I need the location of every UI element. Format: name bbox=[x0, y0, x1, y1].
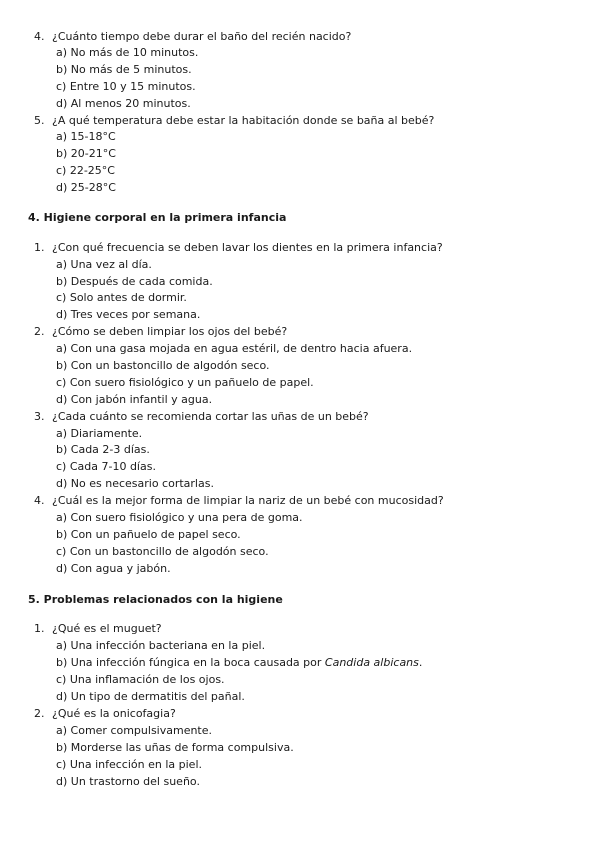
option-a: a) Con suero fisiológico y una pera de goma. bbox=[56, 511, 303, 524]
question-4-1 bbox=[34, 241, 443, 255]
option-c: c) Entre 10 y 15 minutos. bbox=[56, 80, 196, 93]
question-4-3 bbox=[34, 410, 369, 424]
option-c: c) Una infección en la piel. bbox=[56, 758, 203, 771]
question-text: ¿A qué temperatura debe estar la habitación donde se baña al bebé? bbox=[52, 114, 435, 127]
question-4-4 bbox=[34, 494, 444, 508]
option-d: d) 25-28°C bbox=[56, 181, 116, 194]
question-number: 4. bbox=[34, 494, 45, 507]
question-text: ¿Cuál es la mejor forma de limpiar la nariz de un bebé con mucosidad? bbox=[52, 494, 444, 507]
option-c: c) Solo antes de dormir. bbox=[56, 291, 187, 304]
question-3-4 bbox=[34, 30, 351, 44]
question-number: 5. bbox=[34, 114, 45, 127]
section-5-heading: 5. Problemas relacionados con la higiene bbox=[28, 593, 283, 606]
option-b: b) Con un pañuelo de papel seco. bbox=[56, 528, 241, 541]
option-d: d) Al menos 20 minutos. bbox=[56, 97, 191, 110]
question-number: 2. bbox=[34, 707, 45, 720]
option-c: c) Con suero fisiológico y un pañuelo de papel. bbox=[56, 376, 314, 389]
question-number: 2. bbox=[34, 325, 45, 338]
option-b: b) No más de 5 minutos. bbox=[56, 63, 192, 76]
option-b: b) Cada 2-3 días. bbox=[56, 443, 150, 456]
question-number: 3. bbox=[34, 410, 45, 423]
question-5-2 bbox=[34, 707, 176, 721]
option-b bbox=[56, 656, 422, 670]
option-d: d) No es necesario cortarlas. bbox=[56, 477, 214, 490]
option-b-italic: Candida albicans bbox=[324, 656, 419, 669]
option-b: b) Morderse las uñas de forma compulsiva. bbox=[56, 741, 294, 754]
option-b-end: . bbox=[418, 656, 423, 669]
option-d: d) Tres veces por semana. bbox=[56, 308, 201, 321]
question-text: ¿Cada cuánto se recomienda cortar las uñas de un bebé? bbox=[52, 410, 369, 423]
question-3-5 bbox=[34, 114, 434, 128]
option-b: b) 20-21°C bbox=[56, 147, 116, 160]
option-c: c) Con un bastoncillo de algodón seco. bbox=[56, 545, 269, 558]
option-b: b) Después de cada comida. bbox=[56, 275, 213, 288]
question-text: ¿Qué es el muguet? bbox=[52, 622, 162, 635]
option-a: a) Diariamente. bbox=[56, 427, 143, 440]
option-a: a) Una vez al día. bbox=[56, 258, 152, 271]
option-a: a) Con una gasa mojada en agua estéril, de dentro hacia afuera. bbox=[56, 342, 413, 355]
option-d: d) Un trastorno del sueño. bbox=[56, 775, 200, 788]
question-text: ¿Qué es la onicofagia? bbox=[52, 707, 176, 720]
question-text: ¿Cómo se deben limpiar los ojos del bebé? bbox=[52, 325, 288, 338]
option-c: c) Cada 7-10 días. bbox=[56, 460, 156, 473]
option-a: a) Comer compulsivamente. bbox=[56, 724, 213, 737]
question-number: 1. bbox=[34, 241, 45, 254]
option-a: a) 15-18°C bbox=[56, 130, 116, 143]
question-number: 1. bbox=[34, 622, 45, 635]
option-c: c) Una inflamación de los ojos. bbox=[56, 673, 225, 686]
option-d: d) Con jabón infantil y agua. bbox=[56, 393, 213, 406]
option-a: a) No más de 10 minutos. bbox=[56, 46, 199, 59]
option-b-text: b) Una infección fúngica en la boca causada por bbox=[56, 656, 322, 669]
question-text: ¿Con qué frecuencia se deben lavar los dientes en la primera infancia? bbox=[52, 241, 443, 254]
option-d: d) Un tipo de dermatitis del pañal. bbox=[56, 690, 245, 703]
question-number: 4. bbox=[34, 30, 45, 43]
question-4-2 bbox=[34, 325, 287, 339]
option-c: c) 22-25°C bbox=[56, 164, 115, 177]
section-4-heading: 4. Higiene corporal en la primera infancia bbox=[28, 211, 287, 224]
option-a: a) Una infección bacteriana en la piel. bbox=[56, 639, 266, 652]
question-5-1 bbox=[34, 622, 162, 636]
option-d: d) Con agua y jabón. bbox=[56, 562, 171, 575]
option-b: b) Con un bastoncillo de algodón seco. bbox=[56, 359, 270, 372]
question-text: ¿Cuánto tiempo debe durar el baño del recién nacido? bbox=[52, 30, 352, 43]
